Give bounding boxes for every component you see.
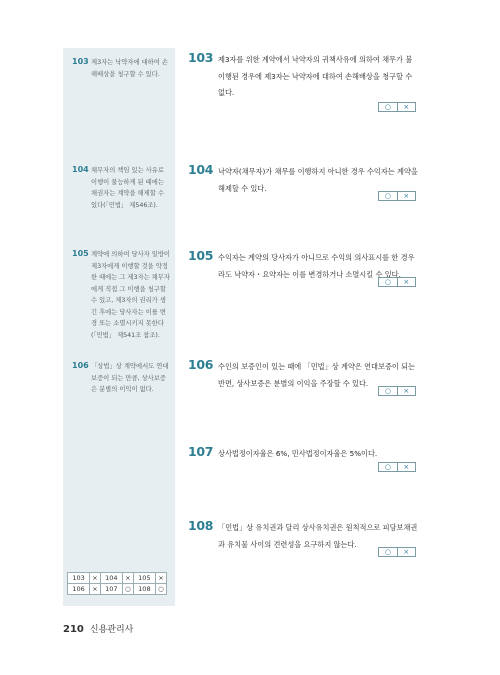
explanation-text: 「상법」상 계약에서도 연대보증이 되는 만큼, 상사보증은 분별의 이익이 없다. bbox=[91, 363, 169, 393]
answer-number: 105 bbox=[133, 573, 155, 584]
answer-key-table bbox=[67, 572, 167, 595]
explanation-number: 106 bbox=[72, 361, 89, 370]
question-text: 수익자는 계약의 당사자가 아니므로 수익의 의사표시를 한 경우라도 낙약자・요약자는 이를 변경하거나 소멸시킬 수 있다. bbox=[218, 253, 415, 279]
question-number: 103 bbox=[188, 50, 214, 65]
question-text: 제3자를 위한 계약에서 낙약자의 귀책사유에 의하여 채무가 불이행된 경우에 제3자는 낙약자에 대하여 손해배상을 청구할 수 없다. bbox=[218, 55, 413, 97]
answer-number: 106 bbox=[68, 584, 90, 595]
explanation-text: 계약에 의하여 당사자 일방이 제3자에게 이행할 것을 약정한 때에는 그 제3자는 채무자에게 직접 그 이행을 청구할 수 있고, 제3자의 권리가 생긴 후에는 당사자는 이를 변경 또는 소멸시키지 못한다(「민법」 제541조 참조). bbox=[91, 251, 170, 339]
ox-answer-box[interactable] bbox=[378, 102, 416, 112]
page-number: 210 bbox=[63, 624, 84, 635]
explanation-text: 제3자는 낙약자에 대하여 손해배상을 청구할 수 있다. bbox=[91, 59, 168, 78]
question-number: 105 bbox=[188, 248, 214, 263]
answer-number: 104 bbox=[100, 573, 122, 584]
answer-number: 107 bbox=[100, 584, 122, 595]
x-option[interactable]: × bbox=[397, 103, 416, 111]
answer-number: 103 bbox=[68, 573, 90, 584]
o-option[interactable]: ○ bbox=[384, 102, 391, 111]
explanation-number: 103 bbox=[72, 57, 89, 66]
o-option[interactable]: ○ bbox=[384, 462, 391, 471]
explanation-number: 105 bbox=[72, 249, 89, 258]
o-option[interactable]: ○ bbox=[384, 386, 391, 395]
o-option[interactable]: ○ bbox=[384, 191, 391, 200]
ox-answer-box[interactable] bbox=[378, 277, 416, 287]
explanation-text: 채무자의 책임 있는 사유로 이행이 불능하게 된 때에는 채권자는 계약을 해제할 수 있다(「민법」 제546조). bbox=[91, 167, 164, 209]
question-number: 108 bbox=[188, 518, 214, 533]
x-option[interactable]: × bbox=[397, 387, 416, 395]
question-number: 107 bbox=[188, 444, 214, 459]
o-option[interactable]: ○ bbox=[384, 547, 391, 556]
question-number: 104 bbox=[188, 162, 214, 177]
x-option[interactable]: × bbox=[397, 548, 416, 556]
answer-mark: ○ bbox=[122, 584, 133, 595]
answer-mark: ○ bbox=[155, 584, 166, 595]
ox-answer-box[interactable] bbox=[378, 191, 416, 201]
question-text: 상사법정이자율은 6%, 민사법정이자율은 5%이다. bbox=[218, 449, 378, 458]
x-option[interactable]: × bbox=[397, 463, 416, 471]
answer-mark: × bbox=[122, 573, 133, 584]
question-text: 낙약자(채무자)가 채무를 이행하지 아니한 경우 수익자는 계약을 해제할 수 있다. bbox=[218, 167, 418, 193]
x-option[interactable]: × bbox=[397, 192, 416, 200]
book-title: 신용관리사 bbox=[89, 625, 134, 635]
ox-answer-box[interactable] bbox=[378, 462, 416, 472]
o-option[interactable]: ○ bbox=[384, 277, 391, 286]
ox-answer-box[interactable] bbox=[378, 386, 416, 396]
question-text: 수인의 보증인이 있는 때에 「민법」상 계약은 연대보증이 되는 반면, 상사보증은 분별의 이익을 주장할 수 있다. bbox=[218, 362, 416, 388]
question-number: 106 bbox=[188, 357, 214, 372]
answer-mark: × bbox=[155, 573, 166, 584]
page-footer bbox=[63, 622, 133, 635]
explanation-sidebar bbox=[63, 48, 175, 606]
answer-mark: × bbox=[90, 584, 101, 595]
x-option[interactable]: × bbox=[397, 278, 416, 286]
answer-mark: × bbox=[90, 573, 101, 584]
ox-answer-box[interactable] bbox=[378, 547, 416, 557]
answer-number: 108 bbox=[133, 584, 155, 595]
explanation-number: 104 bbox=[72, 165, 89, 174]
question-text: 「민법」상 유치권과 달리 상사유치권은 원칙적으로 피담보채권과 유치물 사이의 견련성을 요구하지 않는다. bbox=[218, 523, 418, 549]
